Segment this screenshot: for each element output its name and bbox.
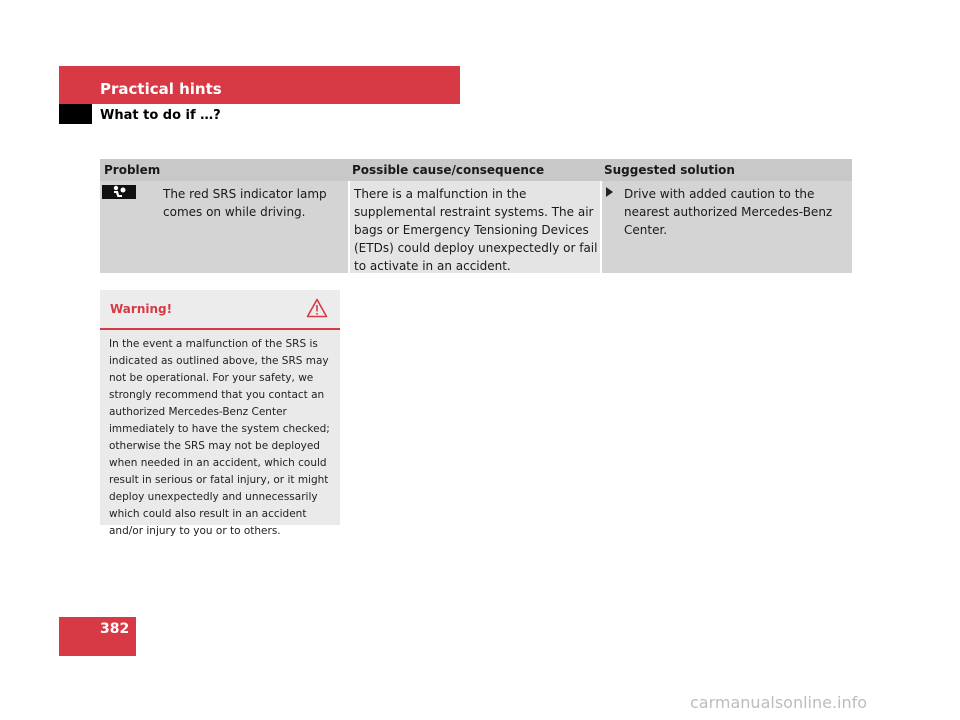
watermark: carmanualsonline.info — [690, 693, 868, 712]
table-header — [100, 159, 852, 181]
warning-header — [100, 290, 340, 330]
column-header-problem: Problem — [104, 163, 161, 177]
problem-cell — [100, 181, 348, 273]
section-title: Practical hints — [100, 80, 222, 98]
troubleshooting-table — [100, 159, 852, 273]
section-subtitle: What to do if …? — [100, 108, 221, 123]
cause-cell: There is a malfunction in the supplemental restraint systems. The air bags or Emergency Tensioning Devices (ETDs) could deploy unexpectedly or fail to activate in an accident. — [350, 181, 600, 273]
column-header-cause: Possible cause/consequence — [352, 163, 545, 177]
page-number: 382 — [100, 621, 130, 637]
subtitle-marker — [59, 104, 92, 124]
warning-triangle-icon — [306, 298, 328, 318]
solution-text: Drive with added caution to the nearest authorized Mercedes-Benz Center. — [624, 187, 833, 237]
solution-cell — [602, 181, 852, 273]
problem-text: The red SRS indicator lamp comes on while driving. — [163, 187, 327, 219]
table-row — [100, 181, 852, 273]
srs-airbag-icon — [102, 185, 136, 199]
warning-text: In the event a malfunction of the SRS is indicated as outlined above, the SRS may not be operational. For your safety, we strongly recommend that you contact an authorized Mercedes-Benz Center immediately to have the system checked; otherwise the SRS may not be deployed when needed in an accident, which could result in serious or fatal injury, or it might deploy unexpectedly and unnecessarily which could also result in an accident and/or injury to you or to others. — [109, 338, 330, 537]
bullet-arrow-icon — [606, 187, 613, 197]
warning-title: Warning! — [110, 302, 173, 316]
warning-box — [100, 290, 340, 537]
column-header-solution: Suggested solution — [604, 163, 735, 177]
